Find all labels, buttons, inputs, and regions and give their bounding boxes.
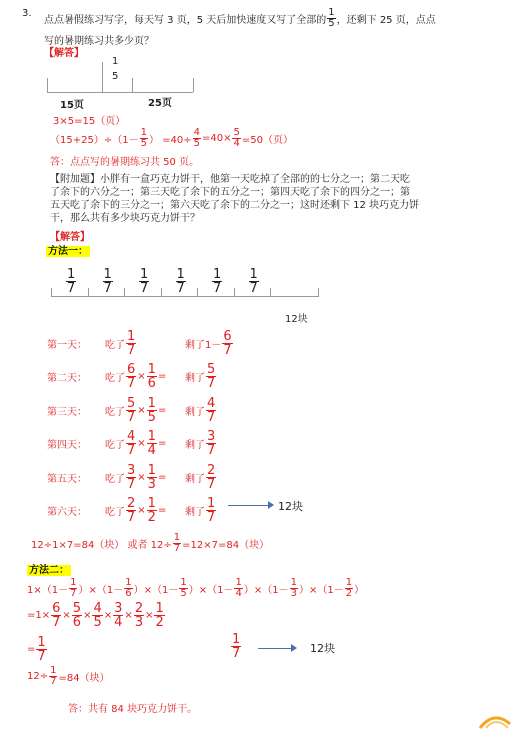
method1-heading: 方法一：: [48, 246, 88, 257]
q3-diagram-tick: [102, 62, 103, 92]
extra-line3: 五天吃了余下的三分之一；第六天吃了余下的二分之一；这时还剩下 12 块巧克力饼: [50, 200, 420, 211]
segment-label: [138, 268, 150, 295]
extra-line2: 了余下的六分之一；第三天吃了余下的五分之一；第四天吃了余下的四分之一；第: [50, 187, 410, 198]
method2-heading: 方法二：: [29, 565, 69, 576]
fraction: $\frac{1}{7}$: [67, 267, 76, 296]
segment-label: [65, 268, 77, 295]
day-label: 第三天：: [47, 406, 87, 418]
fraction: $\frac{1}{7}$: [70, 577, 77, 599]
day-eaten: 吃了 $\frac{1}{7}$: [105, 328, 136, 358]
q3-calc2: （15+25）÷（1－ $\frac{1}{5}$ ） =40÷ $\frac{4}{5}$ =40× $\frac{5}{4}$ =50（页）: [50, 127, 293, 149]
day-eaten: 吃了 $\frac{6}{7}$ × $\frac{1}{6}$ =: [105, 362, 167, 391]
fraction: $\frac{1}{5}$: [180, 577, 187, 599]
fraction: $\frac{6}{7}$: [127, 362, 136, 391]
method2-line1: 1×（1－ $\frac{1}{7}$ ）×（1－ $\frac{1}{6}$ ）×（1－ $\frac{1}{5}$ ）×（1－ $\frac{1}{4}$ ）×（1－ $\frac{1}{3}$ ）×（1－ $\frac{1}{2}$ ）: [27, 577, 365, 599]
final-answer: 答：共有 84 块巧克力饼干。: [68, 704, 198, 715]
day-row: [47, 459, 217, 495]
fraction: $\frac{1}{3}$: [290, 577, 297, 599]
segment-label: [211, 268, 223, 295]
fraction: $\frac{1}{2}$: [345, 577, 353, 599]
day-eaten: 吃了 $\frac{4}{7}$ × $\frac{1}{4}$ =: [105, 429, 167, 458]
day-eaten: 吃了 $\frac{2}{7}$ × $\frac{1}{2}$ =: [105, 496, 167, 525]
day-remaining: 剩了 $\frac{4}{7}$: [185, 395, 216, 425]
fraction: $\frac{5}{6}$: [72, 601, 82, 630]
extra-answer-tag: 【解答】: [50, 232, 90, 243]
day-remaining: 剩了 $\frac{3}{7}$: [185, 429, 216, 458]
fraction: $\frac{1}{7}$: [249, 267, 258, 296]
arrow-1-head: [268, 501, 274, 509]
day-remaining: 剩了 $\frac{2}{7}$: [185, 462, 216, 492]
q3-diagram-tick: [47, 78, 48, 92]
arrow-2: [258, 648, 294, 649]
day-row: [47, 359, 217, 395]
extra-line1: 【附加题】小胖有一盒巧克力饼干，他第一天吃掉了全部的的七分之一；第二天吃: [50, 174, 410, 185]
segment-right-label: 12块: [285, 314, 308, 325]
fraction: $\frac{2}{7}$: [127, 496, 136, 525]
q3-text-after: ，还剩下 25 页，点点: [336, 15, 436, 26]
fraction: $\frac{5}{7}$: [207, 362, 216, 391]
day-label: 第六天：: [47, 507, 87, 518]
fraction: $\frac{1}{6}$: [147, 362, 156, 391]
fraction: $\frac{1}{5}$: [147, 395, 156, 425]
method2-calc: 12÷ $\frac{1}{7}$ =84（块）: [27, 665, 110, 687]
method2-fraction: $\frac{1}{7}$: [232, 632, 241, 661]
day-eaten: 吃了 $\frac{3}{7}$ × $\frac{1}{3}$ =: [105, 462, 167, 492]
fraction: $\frac{1}{3}$: [147, 462, 156, 492]
q3-line2: 写的暑期练习共多少页？: [44, 36, 154, 47]
day-row: [47, 325, 234, 361]
q3-diagram-left-label: 15页: [60, 100, 84, 111]
fraction: $\frac{1}{4}$: [235, 577, 242, 599]
q3-answer: 答：点点写的暑期练习共 50 页。: [50, 157, 200, 168]
arrow-1-label: 12块: [278, 500, 303, 513]
q3-line1: [44, 8, 436, 29]
fraction: $\frac{2}{3}$: [134, 601, 144, 630]
fraction: $\frac{3}{7}$: [207, 429, 216, 458]
arrow-2-head: [291, 644, 297, 652]
corner-logo-icon: [476, 706, 513, 730]
fraction: $\frac{1}{7}$: [213, 267, 222, 296]
segment-tick: [234, 288, 235, 297]
day-label: 第一天：: [47, 339, 87, 351]
q3-diagram-tick: [132, 78, 133, 92]
day-remaining: 剩了 $\frac{1}{7}$: [185, 496, 216, 525]
fraction: $\frac{4}{7}$: [127, 429, 136, 458]
q3-diagram-fraction: 1 5: [112, 56, 119, 82]
fraction: $\frac{1}{7}$: [140, 267, 149, 296]
segment-tick: [318, 288, 319, 297]
fraction: $\frac{2}{7}$: [207, 462, 216, 492]
segment-tick: [88, 288, 89, 297]
fraction: $\frac{1}{7}$: [176, 267, 185, 296]
segment-label: [175, 268, 187, 295]
day-row: [47, 493, 217, 529]
q3-text-before: 点点暑假练习写字，每天写 3 页，5 天后加快速度又写了全部的: [44, 15, 327, 26]
fraction: $\frac{4}{5}$: [93, 601, 102, 630]
q3-fraction: $\frac{1}{5}$: [328, 7, 335, 29]
q3-diagram-tick: [193, 78, 194, 92]
arrow-2-label: 12块: [310, 642, 335, 655]
segment-label: [102, 268, 114, 295]
segment-tick: [161, 288, 162, 297]
fraction: $\frac{1}{4}$: [147, 429, 156, 458]
day-label: 第二天：: [47, 373, 87, 384]
q3-number: 3.: [22, 8, 32, 19]
fraction: $\frac{1}{7}$: [103, 267, 112, 296]
fraction: $\frac{1}{7}$: [127, 328, 136, 358]
segment-label: [248, 268, 260, 295]
day-eaten: 吃了 $\frac{5}{7}$ × $\frac{1}{5}$ =: [105, 395, 167, 425]
fraction: $\frac{1}{6}$: [125, 577, 132, 599]
segment-tick: [270, 288, 271, 297]
method1-calc: 12÷1×7=84（块） 或者 12÷ $\frac{1}{7}$ =12×7=84（块）: [31, 532, 270, 554]
segment-tick: [197, 288, 198, 297]
day-label: 第五天：: [47, 473, 87, 485]
segment-tick: [51, 288, 52, 297]
fraction: $\frac{5}{7}$: [127, 395, 136, 425]
fraction: $\frac{3}{7}$: [127, 462, 136, 492]
day-row: [47, 426, 217, 462]
q3-diagram-right-label: 25页: [148, 98, 172, 109]
fraction: $\frac{1}{2}$: [147, 496, 156, 525]
q3-diagram-line: [47, 92, 193, 93]
fraction: $\frac{6}{7}$: [223, 328, 232, 358]
day-row: [47, 392, 217, 428]
day-remaining: 剩了 1－ $\frac{6}{7}$: [185, 328, 232, 358]
fraction: $\frac{3}{4}$: [114, 601, 123, 630]
extra-line4: 干，那么共有多少块巧克力饼干？: [50, 213, 200, 224]
segment-line: [51, 296, 319, 297]
fraction: $\frac{4}{7}$: [207, 395, 216, 425]
segment-tick: [124, 288, 125, 297]
fraction: $\frac{1}{2}$: [155, 601, 164, 630]
q3-calc1: 3×5=15（页）: [53, 116, 126, 127]
day-remaining: 剩了 $\frac{5}{7}$: [185, 362, 216, 391]
day-label: 第四天：: [47, 440, 87, 451]
q3-answer-tag: 【解答】: [44, 48, 84, 59]
method2-result: = $\frac{1}{7}$: [27, 635, 46, 664]
arrow-1: [228, 505, 272, 506]
method2-line2: =1× $\frac{6}{7}$ × $\frac{5}{6}$ × $\frac{4}{5}$ × $\frac{3}{4}$ × $\frac{2}{3}$ × $\frac{1}{2}$: [27, 601, 164, 630]
fraction: $\frac{1}{7}$: [207, 496, 216, 525]
fraction: $\frac{6}{7}$: [52, 601, 61, 630]
